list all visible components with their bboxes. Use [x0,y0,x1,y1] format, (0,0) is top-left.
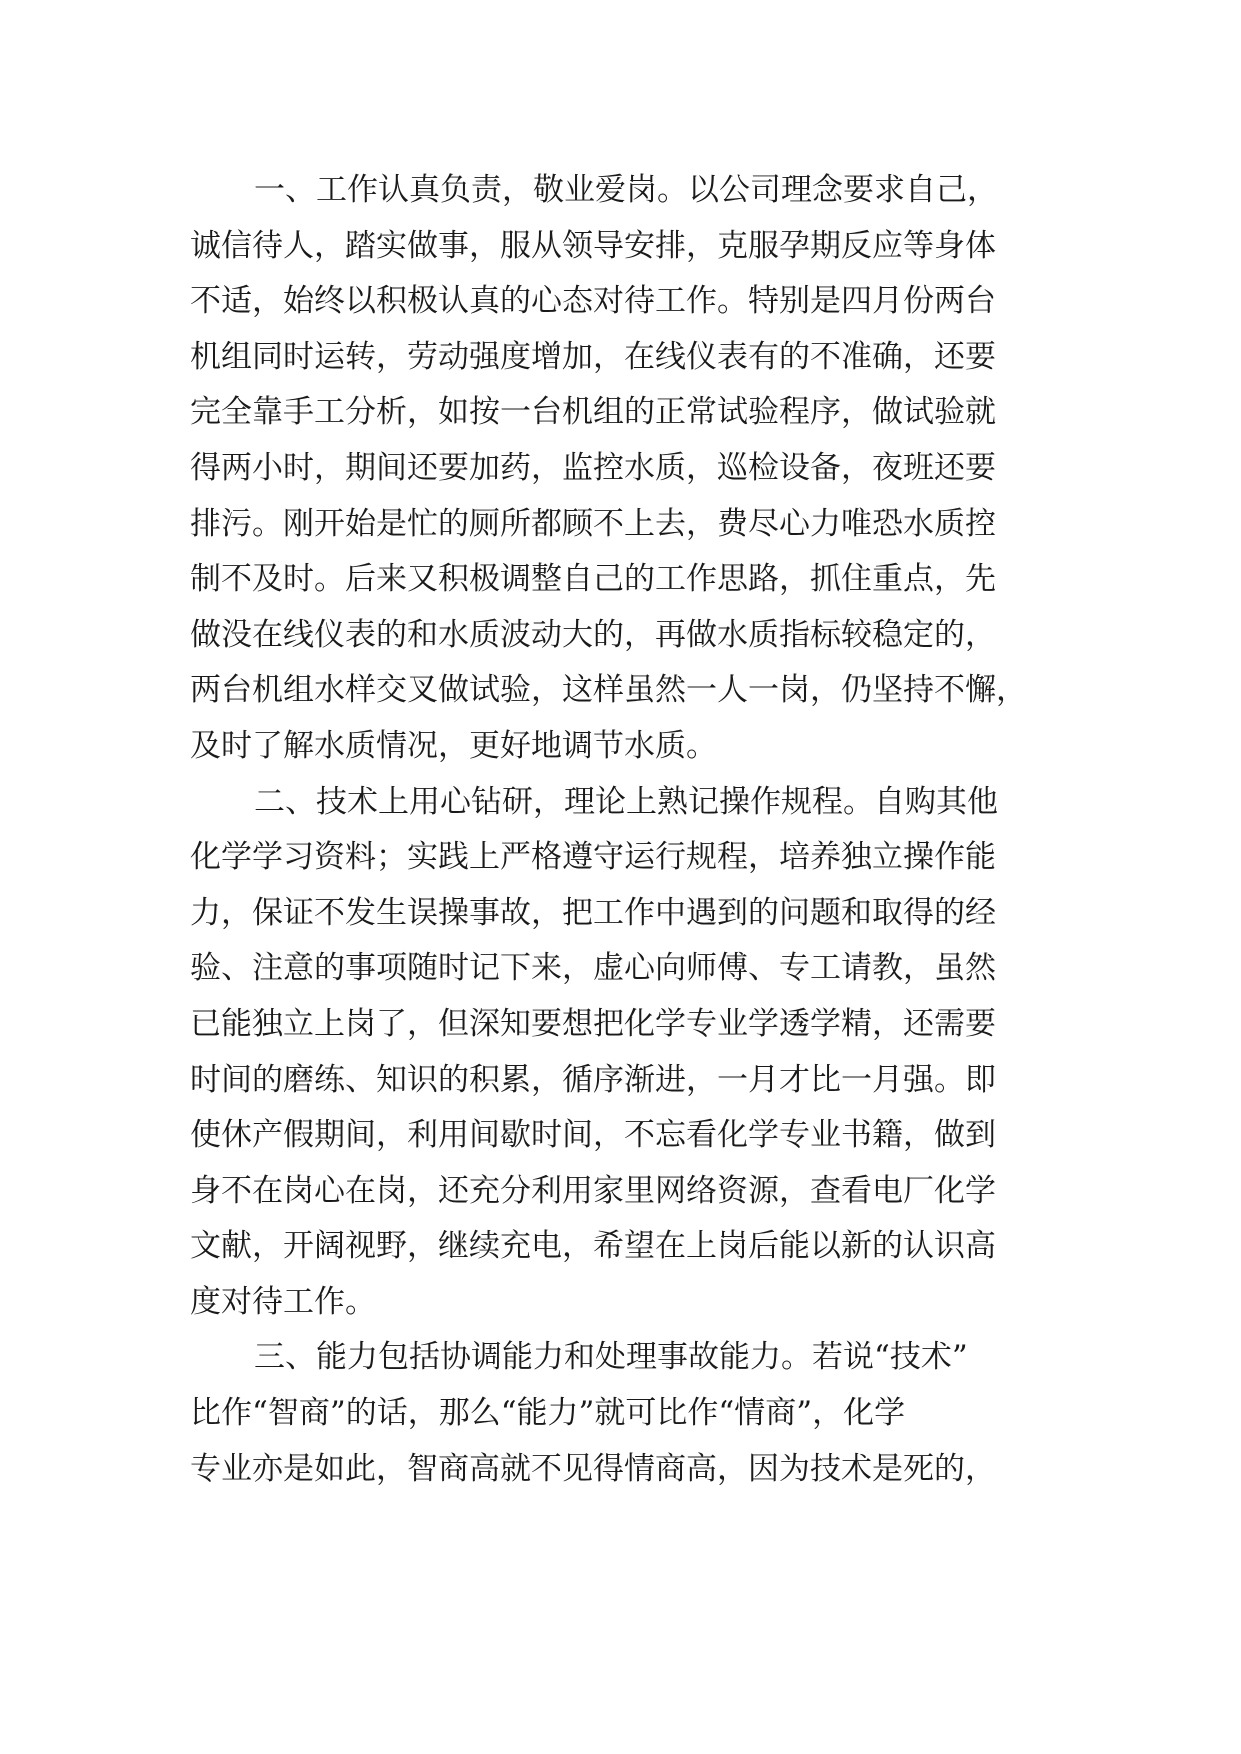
text-line: 力，保证不发生误操事故，把工作中遇到的问题和取得的经 [190,894,996,931]
text-line: 文献，开阔视野，继续充电，希望在上岗后能以新的认识高 [190,1228,996,1265]
text-line: 排污。刚开始是忙的厕所都顾不上去，费尽心力唯恐水质控 [190,505,996,542]
text-line: 度对待工作。 [190,1283,376,1320]
text-line: 身不在岗心在岗，还充分利用家里网络资源，查看电厂化学 [190,1172,996,1209]
text-line: 一、工作认真负责，敬业爱岗。以公司理念要求自己， [254,172,998,208]
paragraph-1 [190,163,1062,775]
text-line: 两台机组水样交叉做试验，这样虽然一人一岗，仍坚持不懈， [190,672,1027,709]
document-body [190,163,1062,1497]
text-line: 机组同时运转，劳动强度增加，在线仪表有的不准确，还要 [190,338,996,375]
paragraph-3 [190,1330,1062,1497]
text-line: 时间的磨练、知识的积累，循序渐进，一月才比一月强。即 [190,1061,996,1098]
text-line: 专业亦是如此，智商高就不见得情商高，因为技术是死的， [190,1450,996,1487]
text-line: 及时了解水质情况，更好地调节水质。 [190,727,717,764]
text-line: 化学学习资料；实践上严格遵守运行规程，培养独立操作能 [190,839,996,876]
text-line: 制不及时。后来又积极调整自己的工作思路，抓住重点，先 [190,561,996,598]
text-line: 比作“智商”的话，那么“能力”就可比作“情商”，化学 [190,1395,906,1432]
paragraph-2 [190,775,1062,1331]
text-line: 二、技术上用心钻研，理论上熟记操作规程。自购其他 [254,783,998,820]
text-line: 不适，始终以积极认真的心态对待工作。特别是四月份两台 [190,283,996,320]
text-line: 验、注意的事项随时记下来，虚心向师傅、专工请教，虽然 [190,950,996,987]
text-line: 使休产假期间，利用间歇时间，不忘看化学专业书籍，做到 [190,1117,996,1154]
text-line: 得两小时，期间还要加药，监控水质，巡检设备，夜班还要 [190,449,996,486]
text-line: 完全靠手工分析，如按一台机组的正常试验程序，做试验就 [190,394,996,431]
text-line: 已能独立上岗了，但深知要想把化学专业学透学精，还需要 [190,1005,996,1042]
text-line: 三、能力包括协调能力和处理事故能力。若说“技术” [254,1339,968,1376]
text-line: 做没在线仪表的和水质波动大的，再做水质指标较稳定的， [190,616,996,653]
text-line: 诚信待人，踏实做事，服从领导安排，克服孕期反应等身体 [190,227,996,264]
